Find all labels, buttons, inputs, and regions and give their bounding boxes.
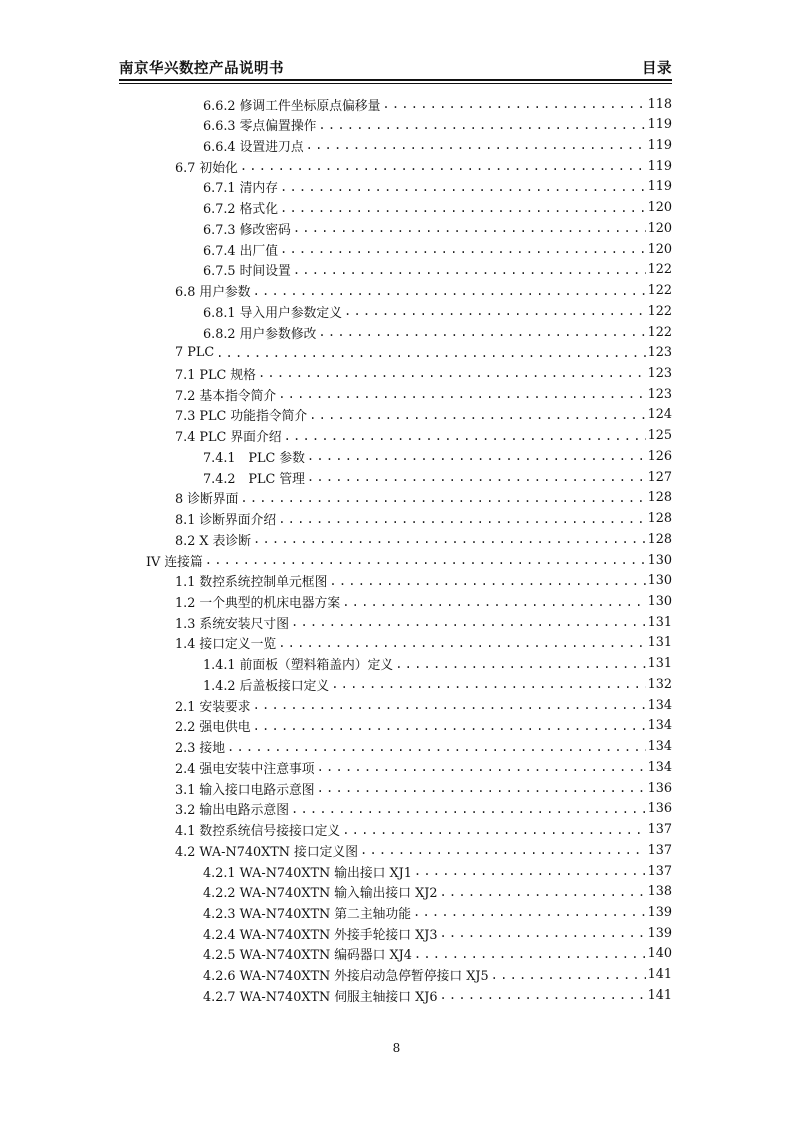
toc-leader-dots — [439, 926, 645, 940]
toc-entry-title: 2.1 安装要求 — [175, 699, 251, 715]
toc-leader-dots — [278, 636, 645, 650]
toc-leader-dots — [278, 512, 645, 526]
toc-entry-page: 119 — [647, 117, 672, 133]
toc-entry-page: 122 — [647, 303, 672, 319]
toc-entry[interactable] — [203, 467, 672, 487]
toc-entry[interactable] — [175, 778, 672, 798]
toc-leader-dots — [331, 677, 645, 691]
header-title: 南京华兴数控产品说明书 — [119, 61, 284, 77]
toc-leader-dots — [318, 118, 645, 132]
toc-entry-title: 1.4.1 前面板（塑料箱盖内）定义 — [203, 658, 394, 674]
toc-entry-title: 2.4 强电安装中注意事项 — [175, 761, 315, 777]
toc-entry-page: 137 — [647, 863, 672, 879]
toc-entry-page: 120 — [647, 220, 672, 236]
toc-leader-dots — [240, 159, 646, 173]
toc-leader-dots — [395, 657, 645, 671]
toc-leader-dots — [360, 843, 646, 857]
toc-entry-page: 134 — [647, 718, 672, 734]
toc-leader-dots — [253, 532, 646, 546]
toc-entry-title: 4.2.3 WA-N740XTN 第二主轴功能 — [203, 906, 412, 922]
header-rule-thick — [119, 79, 672, 81]
toc-entry-page: 131 — [647, 614, 672, 630]
toc-leader-dots — [317, 760, 646, 774]
toc-entry-title: 1.4.2 后盖板接口定义 — [203, 678, 330, 694]
toc-entry-page: 119 — [647, 158, 672, 174]
toc-entry[interactable] — [175, 426, 672, 446]
toc-leader-dots — [284, 429, 646, 443]
toc-entry[interactable] — [175, 799, 672, 819]
toc-leader-dots — [307, 470, 646, 484]
toc-entry[interactable] — [175, 156, 672, 176]
toc-entry[interactable] — [203, 301, 672, 321]
toc-entry-page: 139 — [647, 904, 672, 920]
toc-entry-page: 131 — [647, 656, 672, 672]
toc-entry-title: 6.8 用户参数 — [175, 285, 251, 301]
toc-entry[interactable] — [203, 260, 672, 280]
toc-entry-title: 4.1 数控系统信号接接口定义 — [175, 824, 341, 840]
toc-entry-page: 128 — [647, 490, 672, 506]
toc-leader-dots — [293, 221, 646, 235]
toc-entry-page: 130 — [647, 594, 672, 610]
toc-entry-title: 6.6.2 修调工件坐标原点偏移量 — [203, 98, 381, 114]
toc-entry[interactable] — [203, 861, 672, 881]
toc-entry-page: 130 — [647, 573, 672, 589]
toc-leader-dots — [439, 885, 645, 899]
toc-entry-page: 125 — [647, 428, 672, 444]
toc-leader-dots — [280, 180, 646, 194]
toc-entry[interactable] — [203, 985, 672, 1005]
toc-entry-title: 7.2 基本指令简介 — [175, 388, 277, 404]
toc-entry-page: 120 — [647, 241, 672, 257]
toc-entry-title: 6.8.2 用户参数修改 — [203, 326, 317, 342]
toc-entry-title: 6.7.3 修改密码 — [203, 222, 291, 238]
toc-entry[interactable] — [175, 592, 672, 612]
toc-entry-title: 4.2.5 WA-N740XTN 编码器口 XJ4 — [203, 948, 412, 964]
toc-entry-title: 7.4 PLC 界面介绍 — [175, 430, 282, 446]
toc-entry[interactable] — [146, 550, 672, 570]
toc-entry[interactable] — [175, 716, 672, 736]
toc-entry-title: 6.7 初始化 — [175, 160, 238, 176]
toc-entry[interactable] — [203, 239, 672, 259]
toc-leader-dots — [280, 201, 646, 215]
header-section: 目录 — [642, 61, 672, 77]
toc-entry-title: 4.2.2 WA-N740XTN 输入输出接口 XJ2 — [203, 886, 438, 902]
toc-entry-title: 1.1 数控系统控制单元框图 — [175, 575, 328, 591]
toc-leader-dots — [253, 284, 646, 298]
toc-entry-page: 134 — [647, 697, 672, 713]
toc-leader-dots — [342, 823, 645, 837]
toc-entry-title: 6.6.3 零点偏置操作 — [203, 119, 317, 135]
toc-leader-dots — [216, 346, 645, 360]
toc-entry[interactable] — [175, 405, 672, 425]
toc-leader-dots — [240, 491, 645, 505]
toc-entry[interactable] — [203, 882, 672, 902]
toc-entry-title: 6.7.4 出厂值 — [203, 243, 279, 259]
toc-entry-title: 8 诊断界面 — [175, 492, 239, 508]
toc-entry-page: 123 — [647, 386, 672, 402]
toc-entry[interactable] — [203, 177, 672, 197]
toc-leader-dots — [439, 988, 645, 1002]
toc-entry-page: 123 — [647, 365, 672, 381]
toc-entry-title: 7.3 PLC 功能指令简介 — [175, 409, 308, 425]
toc-leader-dots — [253, 698, 646, 712]
toc-entry-page: 137 — [647, 822, 672, 838]
toc-leader-dots — [280, 242, 646, 256]
toc-entry[interactable] — [203, 94, 672, 114]
toc-entry-page: 126 — [647, 448, 672, 464]
toc-entry-title: 6.6.4 设置进刀点 — [203, 139, 304, 155]
toc-entry-title: 2.3 接地 — [175, 741, 226, 757]
toc-entry[interactable] — [175, 612, 672, 632]
toc-entry[interactable] — [203, 674, 672, 694]
toc-entry-title: 4.2 WA-N740XTN 接口定义图 — [175, 844, 359, 860]
toc-entry-title: 4.2.7 WA-N740XTN 伺服主轴接口 XJ6 — [203, 989, 438, 1005]
toc-leader-dots — [307, 449, 646, 463]
toc-entry-page: 134 — [647, 759, 672, 775]
toc-entry-title: 6.7.5 时间设置 — [203, 264, 291, 280]
toc-entry-title: 4.2.4 WA-N740XTN 外接手轮接口 XJ3 — [203, 927, 438, 943]
toc-entry[interactable] — [203, 923, 672, 943]
toc-entry-title: 1.3 系统安装尺寸图 — [175, 616, 289, 632]
toc-entry[interactable] — [175, 633, 672, 653]
toc-leader-dots — [317, 781, 646, 795]
toc-entry[interactable] — [203, 446, 672, 466]
toc-entry-page: 122 — [647, 283, 672, 299]
toc-entry[interactable] — [203, 902, 672, 922]
toc-entry-page: 136 — [647, 780, 672, 796]
toc-entry[interactable] — [203, 218, 672, 238]
toc-entry-page: 128 — [647, 511, 672, 527]
toc-leader-dots — [413, 905, 646, 919]
toc-entry[interactable] — [175, 363, 672, 383]
toc-entry-page: 119 — [647, 137, 672, 153]
toc-entry[interactable] — [175, 529, 672, 549]
toc-entry[interactable] — [175, 820, 672, 840]
toc-leader-dots — [342, 595, 645, 609]
toc-leader-dots — [291, 615, 646, 629]
toc-entry-title: IV 连接篇 — [146, 554, 203, 570]
toc-entry-title: 3.1 输入接口电路示意图 — [175, 782, 315, 798]
toc-entry-title: 1.4 接口定义一览 — [175, 637, 277, 653]
toc-entry-title: 8.1 诊断界面介绍 — [175, 513, 277, 529]
toc-leader-dots — [414, 947, 646, 961]
toc-leader-dots — [291, 802, 646, 816]
toc-entry[interactable] — [175, 695, 672, 715]
toc-leader-dots — [344, 304, 646, 318]
toc-entry[interactable] — [203, 944, 672, 964]
toc-entry-page: 141 — [647, 987, 672, 1003]
page-header — [119, 58, 672, 78]
toc-entry[interactable] — [175, 571, 672, 591]
toc-entry[interactable] — [175, 737, 672, 757]
toc-entry-page: 131 — [647, 635, 672, 651]
toc-entry-title: 7 PLC — [175, 345, 215, 361]
toc-entry-page: 136 — [647, 801, 672, 817]
toc-entry[interactable] — [175, 384, 672, 404]
header-rule-thin — [119, 83, 672, 84]
toc-entry[interactable] — [175, 281, 672, 301]
toc-entry[interactable] — [175, 840, 672, 860]
toc-entry-title: 2.2 强电供电 — [175, 720, 251, 736]
toc-entry-title: 3.2 输出电路示意图 — [175, 803, 289, 819]
page-number: 8 — [392, 1041, 401, 1055]
toc-entry-title: 1.2 一个典型的机床电器方案 — [175, 596, 341, 612]
toc-entry-page: 119 — [647, 179, 672, 195]
toc-leader-dots — [318, 325, 645, 339]
toc-entry-title: 6.7.2 格式化 — [203, 202, 279, 218]
toc-entry-title: 7.4.1 PLC 参数 — [203, 450, 305, 466]
toc-entry[interactable] — [175, 509, 672, 529]
toc-leader-dots — [382, 97, 645, 111]
toc-leader-dots — [205, 553, 646, 567]
toc-entry-title: 8.2 X 表诊断 — [175, 533, 251, 549]
toc-entry-title: 4.2.1 WA-N740XTN 输出接口 XJ1 — [203, 865, 412, 881]
toc-leader-dots — [253, 719, 646, 733]
toc-entry[interactable] — [203, 135, 672, 155]
toc-entry-page: 130 — [647, 552, 672, 568]
toc-leader-dots — [309, 408, 645, 422]
toc-entry-page: 132 — [647, 676, 672, 692]
toc-entry-page: 122 — [647, 262, 672, 278]
toc-entry-page: 123 — [647, 345, 672, 361]
toc-entry-page: 139 — [647, 925, 672, 941]
toc-leader-dots — [414, 864, 646, 878]
toc-entry-page: 138 — [647, 884, 672, 900]
toc-entry-title: 4.2.6 WA-N740XTN 外接启动急停暂停接口 XJ5 — [203, 969, 489, 985]
toc-entry-page: 124 — [647, 407, 672, 423]
toc-leader-dots — [227, 740, 646, 754]
toc-entry[interactable] — [175, 343, 672, 363]
toc-entry[interactable] — [203, 654, 672, 674]
toc-leader-dots — [329, 574, 645, 588]
toc-leader-dots — [258, 366, 646, 380]
toc-entry-page: 140 — [647, 946, 672, 962]
toc-leader-dots — [278, 387, 645, 401]
toc-leader-dots — [306, 138, 646, 152]
toc-entry-page: 122 — [647, 324, 672, 340]
toc-entry[interactable] — [203, 322, 672, 342]
toc-entry-page: 134 — [647, 739, 672, 755]
toc-entry-page: 127 — [647, 469, 672, 485]
toc-entry[interactable] — [203, 198, 672, 218]
toc-entry-page: 137 — [647, 842, 672, 858]
toc-entry-title: 7.4.2 PLC 管理 — [203, 471, 305, 487]
toc-entry-title: 6.8.1 导入用户参数定义 — [203, 305, 343, 321]
toc-entry-page: 128 — [647, 531, 672, 547]
toc-entry-page: 120 — [647, 200, 672, 216]
toc-entry-page: 141 — [647, 967, 672, 983]
toc-entry-title: 7.1 PLC 规格 — [175, 367, 256, 383]
toc-entry-page: 118 — [647, 96, 672, 112]
toc-leader-dots — [491, 968, 646, 982]
toc-entry[interactable] — [203, 965, 672, 985]
toc-leader-dots — [293, 263, 646, 277]
toc-entry[interactable] — [175, 757, 672, 777]
toc-entry[interactable] — [175, 488, 672, 508]
toc-entry[interactable] — [203, 115, 672, 135]
toc-entry-title: 6.7.1 清内存 — [203, 181, 279, 197]
